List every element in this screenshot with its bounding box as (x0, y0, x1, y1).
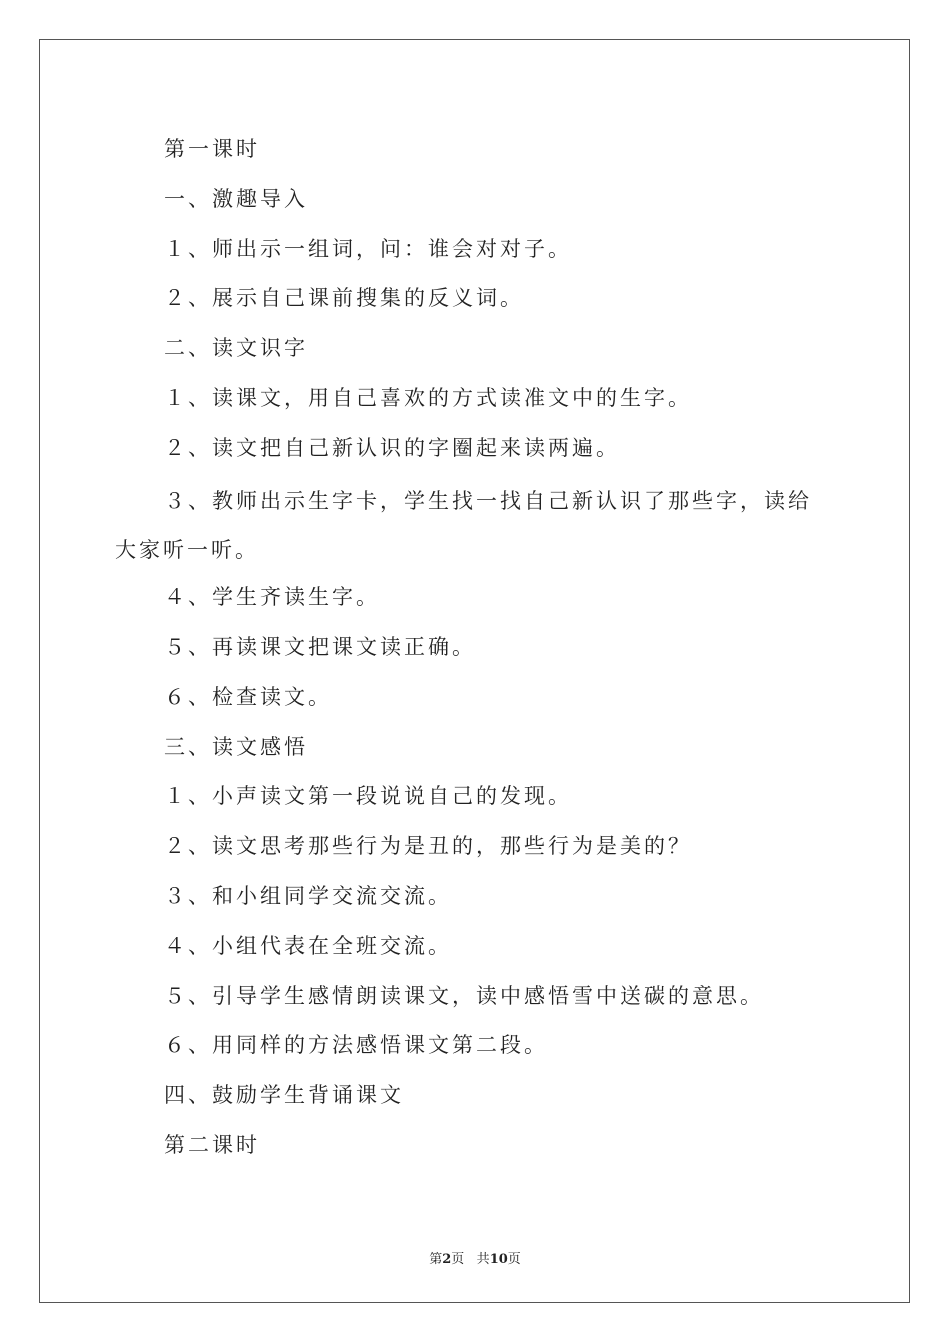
list-item: ６、用同样的方法感悟课文第二段。 (164, 1033, 548, 1058)
list-item: １、师出示一组词，问：谁会对对子。 (164, 236, 572, 261)
list-item: ２、读文把自己新认识的字圈起来读两遍。 (164, 435, 620, 460)
section-heading: 一、激趣导入 (164, 186, 308, 211)
page-suffix: 页 (451, 1252, 465, 1267)
total-suffix: 页 (507, 1252, 521, 1267)
heading-lesson-two: 第二课时 (164, 1132, 260, 1157)
list-item: ５、再读课文把课文读正确。 (164, 634, 476, 659)
list-item: ６、检查读文。 (164, 684, 332, 709)
page-footer (0, 1248, 950, 1267)
list-item: ２、读文思考那些行为是丑的，那些行为是美的？ (164, 834, 692, 859)
list-item: ３、教师出示生字卡，学生找一找自己新认识了那些字，读给大家听一听。 (115, 488, 812, 563)
heading-lesson-one: 第一课时 (164, 137, 260, 161)
total-prefix: 共 (476, 1252, 490, 1267)
list-item: ４、小组代表在全班交流。 (164, 933, 452, 958)
section-heading: 二、读文识字 (164, 336, 308, 361)
list-item: ２、展示自己课前搜集的反义词。 (164, 286, 524, 311)
document-body (115, 128, 835, 1174)
list-item: １、读课文，用自己喜欢的方式读准文中的生字。 (164, 385, 692, 410)
list-item: ３、和小组同学交流交流。 (164, 883, 452, 908)
page-prefix: 第 (429, 1252, 443, 1267)
page-number: 2 (442, 1252, 452, 1267)
list-item: １、小声读文第一段说说自己的发现。 (164, 784, 572, 809)
total-pages: 10 (489, 1252, 508, 1267)
list-item: ５、引导学生感情朗读课文，读中感悟雪中送碳的意思。 (164, 983, 764, 1008)
list-item: ４、学生齐读生字。 (164, 585, 380, 610)
section-heading: 三、读文感悟 (164, 734, 308, 759)
section-heading: 四、鼓励学生背诵课文 (164, 1083, 404, 1108)
